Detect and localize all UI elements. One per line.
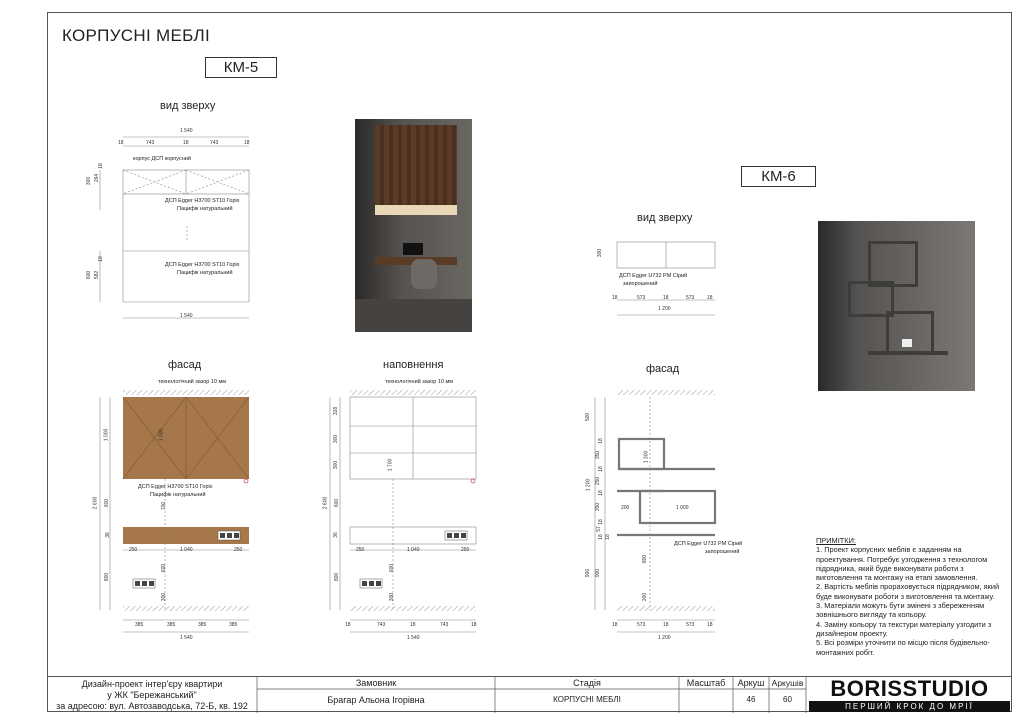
km5-filling-bottom-4: 743 — [440, 622, 449, 628]
km5-filling-bottom-total: 1 540 — [407, 635, 420, 641]
km5-filling-h800: 800 — [334, 572, 341, 582]
km5-facade-bottom-2: 385 — [167, 622, 176, 628]
km6-facade-bottom-5: 18 — [707, 622, 713, 628]
note-item-5: 5. Всі розміри уточнити по місцю після будівельно-монтажних робіт. — [816, 638, 990, 657]
km6-facade-w-200: 200 — [621, 505, 630, 511]
km5-filling-bottom-5: 18 — [471, 622, 477, 628]
km5-top-part-1: 18 — [118, 140, 124, 146]
note-item-3: 3. Матеріали можуть бути змінені з збереженням зовнішнього вигляду та кольору. — [816, 601, 985, 620]
km6-facade-h-18d: 18 — [597, 519, 604, 525]
notes-panel — [816, 536, 1011, 657]
km5-filling-row-3: 300 — [333, 460, 340, 470]
client-header: Замовник — [355, 678, 397, 688]
km5-body-label: корпус ДСП корпусний — [133, 156, 191, 162]
km6-top-depth: 300 — [597, 248, 604, 258]
notes-heading: ПРИМІТКИ: — [816, 536, 856, 545]
title-block — [47, 676, 1012, 713]
km6-facade-bottom-2: 573 — [637, 622, 646, 628]
km6-facade-bottom-4: 573 — [686, 622, 695, 628]
client-name: Брагар Альона Ігорівна — [327, 695, 425, 705]
km5-mat1-line1: ДСП Egger H3700 ST10 Горіх — [165, 198, 240, 204]
km6-top-part-1: 18 — [612, 295, 618, 301]
km6-facade-h-18e: 18 — [597, 534, 604, 540]
km5-facade-h-inner: 1 000 — [158, 428, 165, 442]
km5-facade-h-mid: 600 — [104, 498, 111, 508]
km5-filling-h600b: 600 — [389, 563, 396, 573]
brand-logo: BORISSTUDIO — [830, 676, 989, 701]
km5-facade-shelf-dim-3: 250 — [234, 547, 243, 553]
km6-facade-h-57: 57 — [595, 526, 602, 532]
km6-facade-mat-2: запорошений — [705, 549, 740, 555]
km5-facade-bottom-1: 385 — [135, 622, 144, 628]
km5-facade-h-low: 800 — [104, 572, 111, 582]
km5-filling-label: наповнення — [383, 359, 444, 371]
page-title: КОРПУСНІ МЕБЛІ — [62, 26, 211, 45]
km5-facade-bottom-3: 385 — [198, 622, 207, 628]
km5-filling-bottom-2: 743 — [377, 622, 386, 628]
km6-facade-h-18c: 18 — [597, 490, 604, 496]
km6-top-mat-1: ДСП Egger U732 PM Сірий — [619, 273, 688, 279]
km6-facade-bottom-3: 18 — [663, 622, 669, 628]
km6-top-part-2: 573 — [637, 295, 646, 301]
km5-top-overall-dim: 1 540 — [180, 128, 193, 134]
km5-facade-mat-2: Пацифік натуральний — [150, 492, 206, 498]
km6-facade-h-350b: 350 — [595, 502, 602, 512]
km5-facade-shelf-dim-1: 250 — [129, 547, 138, 553]
km5-filling-h300: 300 — [389, 592, 396, 602]
km6-top-part-3: 18 — [663, 295, 669, 301]
km6-facade-h-18a: 18 — [597, 438, 604, 444]
km6-top-view-label: вид зверху — [637, 212, 693, 224]
km6-top-total: 1 200 — [658, 306, 671, 312]
km5-facade-gap-note: технологічний зазор 10 мм — [158, 379, 227, 385]
km5-top-bottom-dim: 1 540 — [180, 313, 193, 319]
project-line-1: Дизайн-проект інтер'єру квартири — [81, 679, 223, 689]
km5-filling-total-h: 2 600 — [322, 496, 329, 510]
km5-depth2-b: 582 — [94, 270, 101, 280]
sheet-number: 46 — [746, 695, 756, 704]
km6-facade-h-250: 250 — [595, 476, 602, 486]
note-item-4: 4. Заміну кольору та текстури матеріалу узгодити з дизайнером проекту. — [816, 619, 992, 638]
km6-top-part-4: 573 — [686, 295, 695, 301]
km5-filling-shelf-dim-3: 250 — [461, 547, 470, 553]
stage-value: КОРПУСНІ МЕБЛІ — [553, 695, 621, 704]
sheets-total: 60 — [783, 695, 792, 704]
km5-mat2-line1: ДСП Egger H3700 ST10 Горіх — [165, 262, 240, 268]
km6-facade-h-500: 500 — [585, 412, 592, 422]
km6-facade-h-18b: 18 — [597, 466, 604, 472]
km6-facade-h-350a: 350 — [595, 450, 602, 460]
km5-filling-row-1: 328 — [333, 406, 340, 416]
km5-facade-total-h: 2 600 — [92, 496, 99, 510]
sheet-header: Аркуш — [737, 678, 765, 688]
sheets-header: Аркушів — [771, 678, 804, 688]
km5-facade-h-700: 700 — [161, 501, 168, 511]
scale-header: Масштаб — [686, 678, 726, 688]
km6-facade-w-mid: 1 000 — [676, 505, 689, 511]
km6-facade-h-1200: 1 200 — [585, 478, 592, 492]
km5-facade-shelf-dim-2: 1 040 — [180, 547, 193, 553]
km5-facade-bottom-total: 1 540 — [180, 635, 193, 641]
project-line-3: за адресою: вул. Автозаводська, 72-Б, кв. 192 — [56, 701, 248, 711]
km5-facade-h-upper: 1 000 — [103, 428, 110, 442]
km5-filling-h600: 600 — [334, 498, 341, 508]
km5-depth1-a: 300 — [86, 176, 93, 186]
km6-code-box: КМ-6 — [741, 166, 816, 187]
project-line-2: у ЖК "Бережанський" — [107, 690, 197, 700]
note-item-1: 1. Проект корпусних меблів є заданням на проектування. Потребує узгодження з технологом підрядника, який буде виконувати роботи з виготовлення та монтажу на етапі замовлення. — [816, 545, 988, 583]
km6-facade-h-900b: 900 — [595, 568, 602, 578]
km5-filling-gap-note: технологічний зазор 10 мм — [385, 379, 454, 385]
km5-code-box: КМ-5 — [205, 57, 277, 78]
km5-top-part-3: 18 — [183, 140, 189, 146]
km5-top-part-2: 743 — [146, 140, 155, 146]
km6-facade-w-top: 1 300 — [643, 450, 650, 464]
km5-facade-h-300: 300 — [161, 592, 168, 602]
km5-facade-h-shelf: 36 — [104, 532, 111, 538]
km6-facade-bottom-total: 1 200 — [658, 635, 671, 641]
km5-filling-h36: 36 — [332, 532, 339, 538]
km6-facade-h-800: 800 — [642, 554, 649, 564]
km5-facade-h-600: 600 — [161, 563, 168, 573]
km5-top-part-5: 18 — [244, 140, 250, 146]
km5-mat1-line2: Пацифік натуральний — [177, 206, 233, 212]
km5-filling-bottom-3: 18 — [410, 622, 416, 628]
km6-facade-h-900a: 900 — [585, 568, 592, 578]
stage-header: Стадія — [573, 678, 601, 688]
km6-top-mat-2: запорошений — [623, 281, 658, 287]
km6-facade-bottom-1: 18 — [612, 622, 618, 628]
km5-mat2-line2: Пацифік натуральний — [177, 270, 233, 276]
km6-facade-h-18f: 18 — [604, 534, 611, 540]
km6-top-part-5: 18 — [707, 295, 713, 301]
brand-slogan: ПЕРШИЙ КРОК ДО МРІЇ — [809, 701, 1010, 712]
km5-filling-shelf-dim-1: 250 — [356, 547, 365, 553]
km5-facade-bottom-4: 385 — [229, 622, 238, 628]
km5-depth1-c: 18 — [97, 163, 104, 169]
km5-filling-shelf-dim-2: 1 040 — [407, 547, 420, 553]
km5-filling-inner: 1 700 — [387, 458, 394, 472]
km5-depth1-b: 264 — [94, 173, 101, 183]
km6-facade-mat-1: ДСП Egger U732 PM Сірий — [674, 541, 743, 547]
km5-depth2-a: 600 — [86, 270, 93, 280]
note-item-2: 2. Вартість меблів прораховується підрядником, який буде виконувати роботи з виготовлення та монтажу. — [816, 582, 1000, 601]
km6-facade-h-300: 300 — [642, 592, 649, 602]
km5-facade-mat-1: ДСП Egger H3700 ST10 Горіх — [138, 484, 213, 490]
km5-top-view-label: вид зверху — [160, 100, 216, 112]
km6-facade-label: фасад — [646, 363, 680, 375]
km5-filling-bottom-1: 18 — [345, 622, 351, 628]
km5-top-part-4: 743 — [210, 140, 219, 146]
km5-facade-label: фасад — [168, 359, 202, 371]
km5-depth2-c: 18 — [97, 256, 104, 262]
km5-filling-row-2: 300 — [333, 434, 340, 444]
